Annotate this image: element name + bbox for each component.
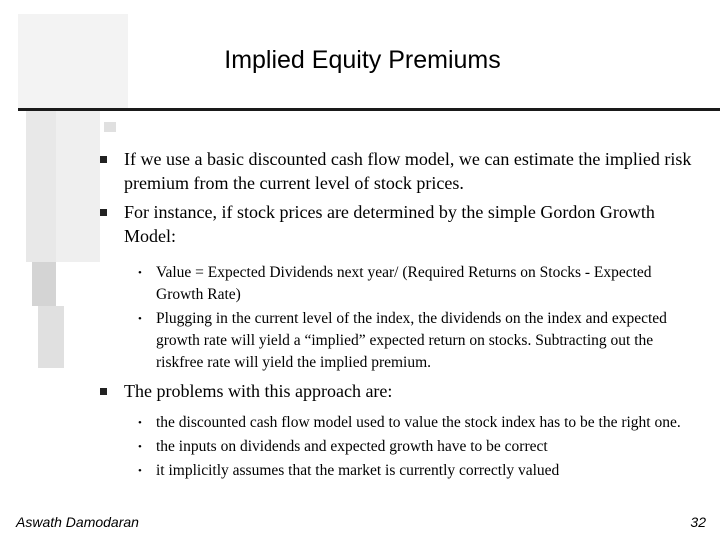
dot-bullet-icon: • [138,464,142,477]
page-number: 32 [690,514,706,530]
decor-block-5 [38,306,64,368]
decor-block-2 [26,110,56,262]
square-bullet-icon [100,388,107,395]
slide-title: Implied Equity Premiums [224,46,501,74]
sub-bullet-text: Value = Expected Dividends next year/ (Required Returns on Stocks - Expected Growth Rate) [156,264,652,303]
dot-bullet-icon: • [138,313,142,325]
bullet-text: For instance, if stock prices are determined by the simple Gordon Growth Model: [124,202,655,246]
sub-bullet-item [100,262,700,306]
bullet-list [100,148,700,484]
sub-bullet-text: Plugging in the current level of the index, the dividends on the index and expected growth rate will yield a “implied” expected return on stocks. Subtracting out the riskfree rate will yield the implied premium. [156,310,667,371]
title-divider [18,108,720,111]
bullet-text: The problems with this approach are: [124,381,393,401]
decor-block-3 [56,110,100,262]
sub-bullet-item [100,412,700,434]
sub-bullet-text: the inputs on dividends and expected growth have to be correct [156,437,548,455]
sub-bullet-item [100,308,700,374]
footer-author: Aswath Damodaran [16,514,139,530]
sub-bullet-item [100,460,700,482]
dot-bullet-icon: • [138,267,142,279]
bullet-item [100,148,700,195]
sub-bullet-text: the discounted cash flow model used to value the stock index has to be the right one. [156,413,681,431]
sub-bullet-item [100,436,700,458]
square-bullet-icon [100,209,107,216]
dot-bullet-icon: • [138,440,142,453]
square-bullet-icon [100,156,107,163]
bullet-item [100,201,700,248]
dot-bullet-icon: • [138,416,142,429]
bullet-item [100,380,700,404]
sub-bullet-text: it implicitly assumes that the market is currently correctly valued [156,461,560,479]
decor-block-4 [32,262,56,306]
bullet-text: If we use a basic discounted cash flow model, we can estimate the implied risk premium from the current level of stock prices. [124,149,692,193]
decor-block-6 [104,122,116,132]
